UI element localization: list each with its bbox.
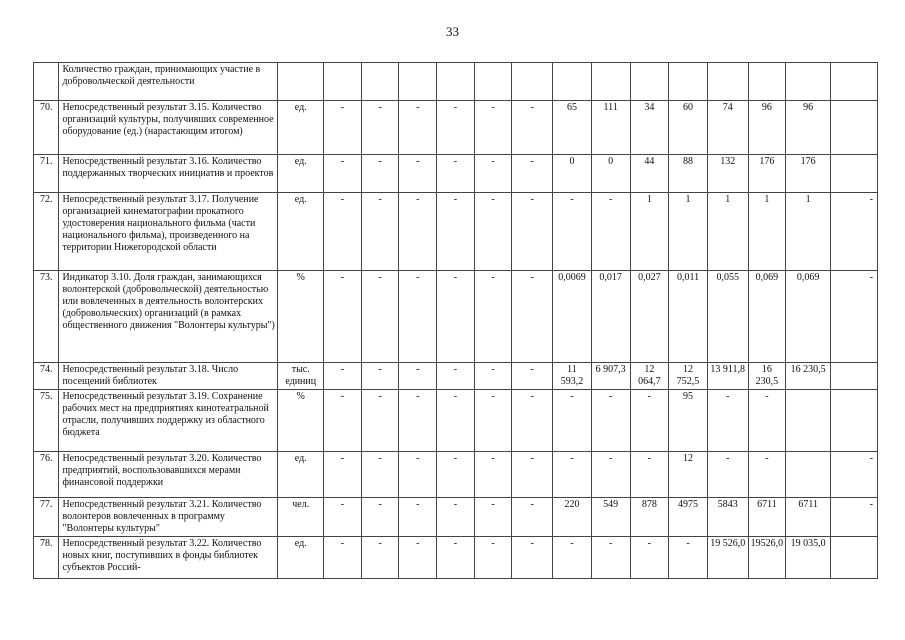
value-cell <box>591 63 630 101</box>
row-number: 70. <box>34 101 59 155</box>
value-cell <box>630 63 669 101</box>
value-cell: - <box>512 390 553 452</box>
indicator-description: Количество граждан, принимающих участие в добровольческой деятельности <box>59 63 278 101</box>
value-cell <box>399 63 437 101</box>
row-number: 71. <box>34 155 59 193</box>
row-number <box>34 63 59 101</box>
value-cell: - <box>474 452 512 498</box>
value-cell: - <box>324 390 362 452</box>
value-cell: - <box>474 537 512 579</box>
value-cell: 132 <box>707 155 748 193</box>
value-cell: 16 230,5 <box>786 363 831 390</box>
table-row <box>34 363 878 390</box>
value-cell <box>831 155 878 193</box>
value-cell: 34 <box>630 101 669 155</box>
value-cell: - <box>707 452 748 498</box>
value-cell: - <box>361 155 399 193</box>
value-cell: - <box>361 390 399 452</box>
value-cell: - <box>591 390 630 452</box>
row-number: 76. <box>34 452 59 498</box>
value-cell: - <box>474 155 512 193</box>
value-cell: - <box>399 193 437 271</box>
value-cell: 5843 <box>707 498 748 537</box>
value-cell <box>361 63 399 101</box>
table-row <box>34 193 878 271</box>
value-cell: - <box>630 452 669 498</box>
value-cell: - <box>437 390 475 452</box>
indicator-description: Непосредственный результат 3.15. Количество организаций культуры, получивших современное оборудование (ед.) (нарастающим итогом) <box>59 101 278 155</box>
value-cell: - <box>324 155 362 193</box>
value-cell: - <box>361 363 399 390</box>
value-cell: - <box>437 498 475 537</box>
value-cell: 0,0069 <box>553 271 592 363</box>
table-row <box>34 271 878 363</box>
value-cell: 12 <box>669 452 708 498</box>
value-cell: - <box>399 363 437 390</box>
table-row <box>34 390 878 452</box>
value-cell: 96 <box>748 101 786 155</box>
value-cell: - <box>512 537 553 579</box>
value-cell: 1 <box>630 193 669 271</box>
value-cell: 88 <box>669 155 708 193</box>
value-cell <box>786 452 831 498</box>
value-cell: - <box>474 271 512 363</box>
value-cell: 0,017 <box>591 271 630 363</box>
value-cell <box>831 63 878 101</box>
value-cell: 176 <box>786 155 831 193</box>
value-cell: - <box>437 155 475 193</box>
value-cell: - <box>399 101 437 155</box>
value-cell: - <box>361 452 399 498</box>
value-cell: 0,069 <box>748 271 786 363</box>
value-cell: 11 593,2 <box>553 363 592 390</box>
value-cell: - <box>591 452 630 498</box>
value-cell: - <box>553 452 592 498</box>
indicator-description: Непосредственный результат 3.16. Количество поддержанных творческих инициатив и проектов <box>59 155 278 193</box>
value-cell: - <box>324 363 362 390</box>
row-number: 78. <box>34 537 59 579</box>
value-cell: - <box>748 390 786 452</box>
value-cell: 0 <box>553 155 592 193</box>
value-cell: 19 526,0 <box>707 537 748 579</box>
value-cell: - <box>361 101 399 155</box>
value-cell: 1 <box>707 193 748 271</box>
value-cell: - <box>669 537 708 579</box>
value-cell: - <box>474 193 512 271</box>
value-cell: - <box>437 271 475 363</box>
value-cell: 0 <box>591 155 630 193</box>
value-cell: 19526,0 <box>748 537 786 579</box>
value-cell: - <box>361 498 399 537</box>
value-cell: - <box>474 390 512 452</box>
unit-cell: тыс. единиц <box>278 363 324 390</box>
unit-cell: чел. <box>278 498 324 537</box>
table-row <box>34 101 878 155</box>
value-cell: - <box>512 271 553 363</box>
value-cell: - <box>324 101 362 155</box>
value-cell: - <box>399 271 437 363</box>
value-cell: - <box>512 452 553 498</box>
value-cell: 6711 <box>748 498 786 537</box>
indicator-description: Непосредственный результат 3.21. Количество волонтеров вовлеченных в программу "Волонтеры культуры" <box>59 498 278 537</box>
value-cell: - <box>512 193 553 271</box>
page-number: 33 <box>446 24 459 39</box>
unit-cell: ед. <box>278 537 324 579</box>
value-cell: 1 <box>669 193 708 271</box>
value-cell <box>831 363 878 390</box>
value-cell: 4975 <box>669 498 708 537</box>
value-cell: 0,055 <box>707 271 748 363</box>
table-row <box>34 498 878 537</box>
value-cell <box>707 63 748 101</box>
value-cell <box>669 63 708 101</box>
unit-cell: ед. <box>278 193 324 271</box>
value-cell: - <box>399 155 437 193</box>
row-number: 72. <box>34 193 59 271</box>
value-cell: - <box>324 193 362 271</box>
unit-cell: ед. <box>278 155 324 193</box>
indicator-description: Непосредственный результат 3.19. Сохранение рабочих мест на предприятиях кинотеатральной отрасли, получивших поддержку из областного бюджета <box>59 390 278 452</box>
value-cell: - <box>553 193 592 271</box>
value-cell <box>831 537 878 579</box>
value-cell: 1 <box>748 193 786 271</box>
value-cell: 60 <box>669 101 708 155</box>
value-cell: - <box>361 537 399 579</box>
value-cell: - <box>512 498 553 537</box>
value-cell: - <box>591 193 630 271</box>
value-cell: - <box>831 452 878 498</box>
value-cell: - <box>630 390 669 452</box>
value-cell: 95 <box>669 390 708 452</box>
value-cell: 0,027 <box>630 271 669 363</box>
value-cell: - <box>474 363 512 390</box>
value-cell <box>553 63 592 101</box>
value-cell <box>786 63 831 101</box>
value-cell: - <box>399 498 437 537</box>
table-row <box>34 155 878 193</box>
value-cell: - <box>707 390 748 452</box>
value-cell: 16 230,5 <box>748 363 786 390</box>
value-cell: 220 <box>553 498 592 537</box>
value-cell: - <box>474 498 512 537</box>
value-cell: 549 <box>591 498 630 537</box>
value-cell: - <box>437 452 475 498</box>
table-row <box>34 63 878 101</box>
value-cell: 111 <box>591 101 630 155</box>
value-cell: - <box>324 537 362 579</box>
value-cell <box>474 63 512 101</box>
value-cell: - <box>437 537 475 579</box>
value-cell: - <box>512 363 553 390</box>
value-cell: 0,069 <box>786 271 831 363</box>
value-cell: - <box>324 452 362 498</box>
value-cell <box>786 390 831 452</box>
value-cell: - <box>831 498 878 537</box>
value-cell: - <box>437 363 475 390</box>
value-cell: - <box>399 452 437 498</box>
value-cell: - <box>630 537 669 579</box>
indicator-description: Непосредственный результат 3.20. Количество предприятий, воспользовавшихся мерами финансовой поддержки <box>59 452 278 498</box>
row-number: 74. <box>34 363 59 390</box>
value-cell: - <box>437 101 475 155</box>
value-cell <box>512 63 553 101</box>
unit-cell: % <box>278 271 324 363</box>
value-cell: 6 907,3 <box>591 363 630 390</box>
value-cell: 65 <box>553 101 592 155</box>
value-cell <box>748 63 786 101</box>
value-cell: - <box>553 390 592 452</box>
value-cell: - <box>831 193 878 271</box>
row-number: 75. <box>34 390 59 452</box>
value-cell: - <box>324 271 362 363</box>
indicators-table <box>33 62 878 579</box>
value-cell: 6711 <box>786 498 831 537</box>
value-cell: 19 035,0 <box>786 537 831 579</box>
table-row <box>34 452 878 498</box>
row-number: 77. <box>34 498 59 537</box>
value-cell: - <box>748 452 786 498</box>
value-cell: - <box>512 155 553 193</box>
indicator-description: Индикатор 3.10. Доля граждан, занимающихся волонтерской (добровольческой) деятельностью или вовлеченных в деятельность волонтерских (добровольческих) организаций (в рамках общественного движения "Волонтеры культуры") <box>59 271 278 363</box>
table-row <box>34 537 878 579</box>
value-cell: - <box>399 390 437 452</box>
value-cell: - <box>324 498 362 537</box>
value-cell: 0,011 <box>669 271 708 363</box>
value-cell <box>831 390 878 452</box>
value-cell: 13 911,8 <box>707 363 748 390</box>
value-cell <box>437 63 475 101</box>
value-cell: - <box>361 193 399 271</box>
value-cell <box>831 101 878 155</box>
value-cell: 96 <box>786 101 831 155</box>
indicator-description: Непосредственный результат 3.22. Количество новых книг, поступивших в фонды библиотек субъектов Россий- <box>59 537 278 579</box>
value-cell: 74 <box>707 101 748 155</box>
value-cell: 12 064,7 <box>630 363 669 390</box>
value-cell: - <box>361 271 399 363</box>
value-cell: - <box>512 101 553 155</box>
unit-cell: % <box>278 390 324 452</box>
unit-cell <box>278 63 324 101</box>
value-cell <box>324 63 362 101</box>
row-number: 73. <box>34 271 59 363</box>
value-cell: - <box>591 537 630 579</box>
value-cell: - <box>474 101 512 155</box>
value-cell: 12 752,5 <box>669 363 708 390</box>
value-cell: 1 <box>786 193 831 271</box>
value-cell: - <box>437 193 475 271</box>
indicator-description: Непосредственный результат 3.17. Получение организацией кинематографии прокатного удостоверения национального фильма (части национального фильма), произведенного на территории Нижегородской области <box>59 193 278 271</box>
value-cell: - <box>399 537 437 579</box>
unit-cell: ед. <box>278 101 324 155</box>
unit-cell: ед. <box>278 452 324 498</box>
value-cell: - <box>553 537 592 579</box>
value-cell: - <box>831 271 878 363</box>
value-cell: 176 <box>748 155 786 193</box>
indicator-description: Непосредственный результат 3.18. Число посещений библиотек <box>59 363 278 390</box>
value-cell: 878 <box>630 498 669 537</box>
value-cell: 44 <box>630 155 669 193</box>
